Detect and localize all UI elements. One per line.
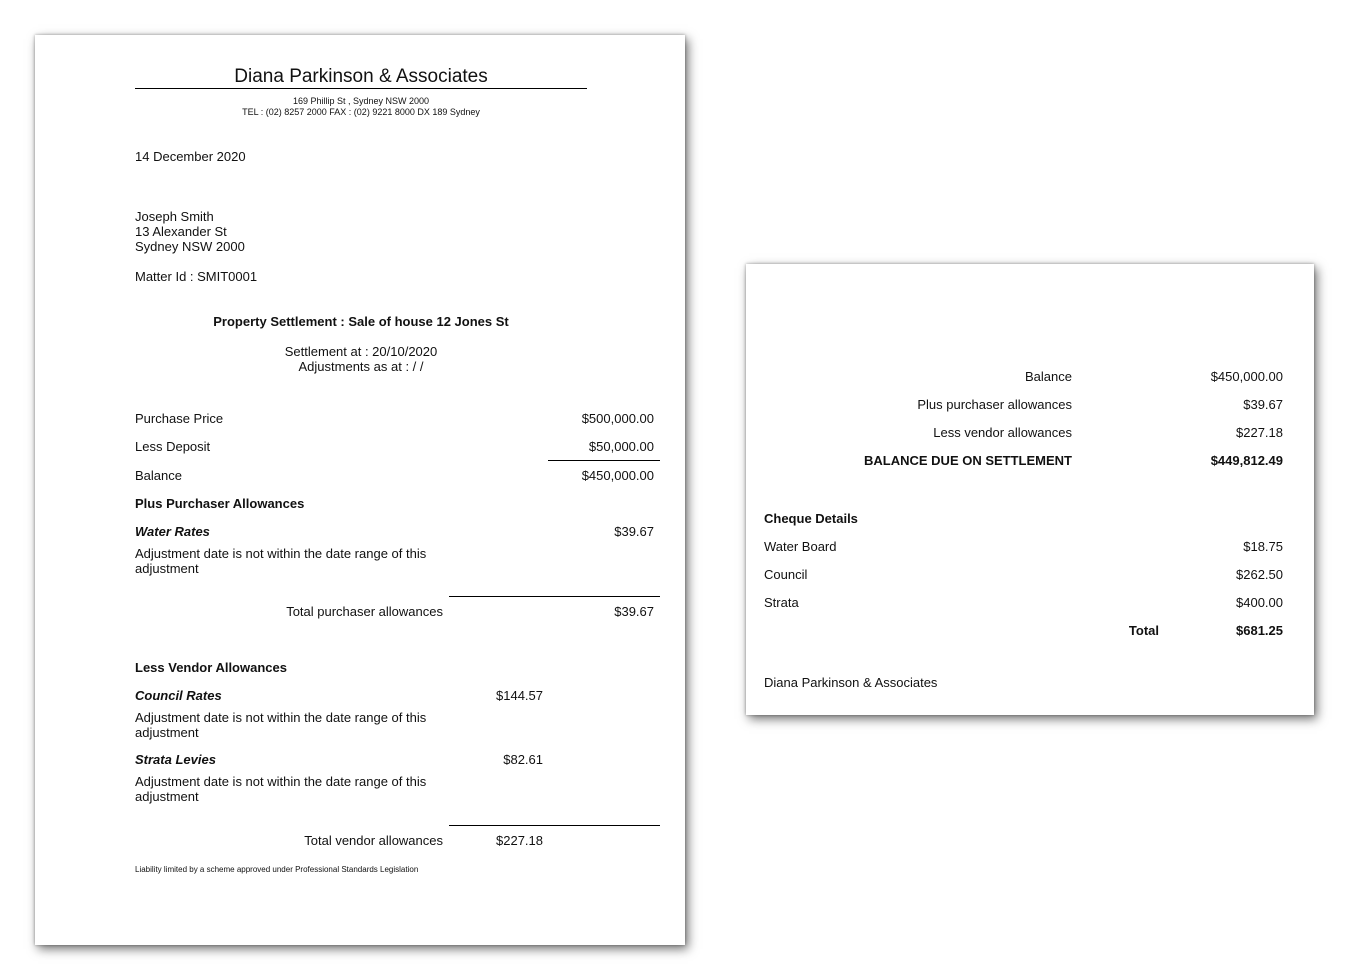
recipient-name: Joseph Smith [135, 209, 214, 224]
balance-label: Balance [135, 468, 182, 483]
deposit-rule [548, 460, 660, 461]
purchase-price-value: $500,000.00 [581, 411, 654, 426]
summary-less-vendor-label: Less vendor allowances [933, 425, 1072, 440]
balance-value: $450,000.00 [581, 468, 654, 483]
summary-balance-value: $450,000.00 [1210, 369, 1283, 384]
signature-firm-name: Diana Parkinson & Associates [764, 675, 938, 690]
cheque-water-board-value: $18.75 [1243, 539, 1283, 554]
cheque-strata-label: Strata [764, 595, 799, 610]
purchaser-total-value: $39.67 [614, 604, 654, 619]
summary-plus-purchaser-label: Plus purchaser allowances [917, 397, 1072, 412]
water-rates-value: $39.67 [614, 524, 654, 539]
summary-balance-label: Balance [1025, 369, 1072, 384]
cheque-total-label: Total [1128, 623, 1159, 638]
balance-due-value: $449,812.49 [1210, 453, 1283, 468]
cheque-details-heading: Cheque Details [764, 511, 858, 526]
summary-less-vendor-value: $227.18 [1236, 425, 1283, 440]
vendor-allowances-heading: Less Vendor Allowances [135, 660, 287, 675]
strata-levies-label: Strata Levies [135, 752, 216, 767]
firm-name: Diana Parkinson & Associates [234, 66, 488, 87]
cheque-council-label: Council [764, 567, 808, 582]
settlement-title: Property Settlement : Sale of house 12 Jones St [213, 314, 509, 329]
deposit-value: $50,000.00 [588, 439, 654, 454]
purchaser-allowances-heading: Plus Purchaser Allowances [135, 496, 305, 511]
vendor-total-rule [449, 825, 660, 826]
letter-date: 14 December 2020 [135, 149, 246, 164]
recipient-city: Sydney NSW 2000 [135, 239, 245, 254]
cheque-water-board-label: Water Board [764, 539, 837, 554]
water-rates-note: Adjustment date is not within the date range of this adjustment [135, 546, 427, 576]
vendor-total-value: $227.18 [496, 833, 543, 848]
vendor-total-label: Total vendor allowances [304, 833, 443, 848]
strata-levies-note: Adjustment date is not within the date range of this adjustment [135, 774, 427, 804]
firm-address: 169 Phillip St , Sydney NSW 2000 [292, 96, 430, 106]
strata-levies-value: $82.61 [503, 752, 543, 767]
recipient-street: 13 Alexander St [135, 224, 227, 239]
matter-id: Matter Id : SMIT0001 [135, 269, 258, 284]
settlement-date: Settlement at : 20/10/2020 [284, 344, 438, 359]
letter-page-2 [746, 264, 1314, 715]
council-rates-label: Council Rates [135, 688, 222, 703]
adjustments-date: Adjustments as at : / / [298, 359, 424, 374]
balance-due-label: BALANCE DUE ON SETTLEMENT [864, 453, 1072, 468]
council-rates-note: Adjustment date is not within the date range of this adjustment [135, 710, 427, 740]
firm-contact: TEL : (02) 8257 2000 FAX : (02) 9221 8000 DX 189 Sydney [242, 107, 480, 117]
summary-plus-purchaser-value: $39.67 [1243, 397, 1283, 412]
water-rates-label: Water Rates [135, 524, 210, 539]
deposit-label: Less Deposit [135, 439, 211, 454]
purchaser-total-label: Total purchaser allowances [286, 604, 443, 619]
liability-footer: Liability limited by a scheme approved under Professional Standards Legislation [135, 865, 419, 874]
purchaser-total-rule [449, 596, 660, 597]
cheque-strata-value: $400.00 [1236, 595, 1283, 610]
letter-page-1 [35, 35, 685, 945]
council-rates-value: $144.57 [496, 688, 543, 703]
cheque-total-value: $681.25 [1236, 623, 1283, 638]
purchase-price-label: Purchase Price [135, 411, 224, 426]
cheque-council-value: $262.50 [1236, 567, 1283, 582]
header-rule [135, 88, 587, 89]
